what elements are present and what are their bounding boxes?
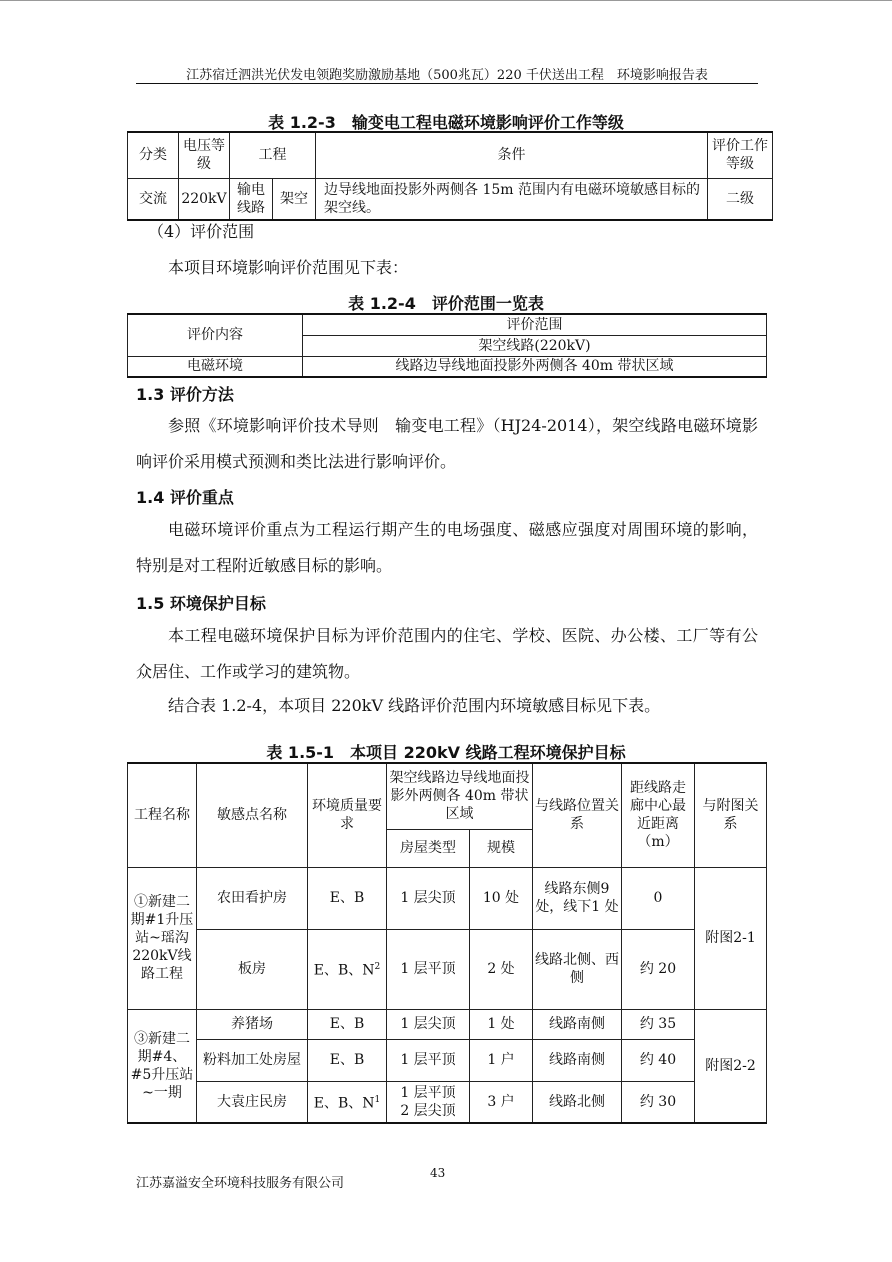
section-1-5-text1: 本工程电磁环境保护目标为评价范围内的住宅、学校、医院、办公楼、工厂等有公众居住、工作或学习的建筑物。 (136, 626, 758, 681)
th-scope: 架空线路边导线地面投影外两侧各 40m 带状区域 (387, 763, 533, 829)
table-row (128, 1009, 767, 1039)
table-row (128, 1081, 767, 1123)
cell-project-group-1: ①新建二期#1升压站~瑶沟220kV线路工程 (128, 867, 197, 1009)
cell-quality (308, 1081, 387, 1123)
quality-text: E、B、N (313, 962, 375, 979)
cell-position: 线路北侧 (533, 1081, 622, 1123)
cell-house-type: 1 层平顶 (387, 929, 470, 1009)
section-1-5-text2: 结合表 1.2-4，本项目 220kV 线路评价范围内环境敏感目标见下表。 (168, 696, 661, 715)
cell-house-type: 1 层尖顶 (387, 867, 470, 929)
house-type-line-2: 2 层尖顶 (400, 1102, 456, 1119)
th-grade: 评价工作等级 (708, 132, 773, 178)
cell-distance: 约 35 (622, 1009, 695, 1039)
th-project: 工程 (230, 132, 316, 178)
cell-figure-group-1: 附图2-1 (695, 867, 767, 1009)
cell-project-group-2: ③新建二期#4、#5升压站~一期 (128, 1009, 197, 1123)
th-eval-content: 评价内容 (128, 314, 303, 356)
page-header: 江苏宿迁泗洪光伏发电领跑奖励激励基地（500兆瓦）220 千伏送出工程 环境影响报告表 (186, 68, 708, 83)
cell-position: 线路南侧 (533, 1039, 622, 1081)
cell-quality (308, 929, 387, 1009)
section-1-5-title: 1.5 环境保护目标 (136, 594, 266, 613)
th-project-name: 工程名称 (128, 763, 197, 867)
cell-grade: 二级 (708, 178, 773, 220)
th-sensitive-point: 敏感点名称 (197, 763, 308, 867)
cell-house-type: 1 层尖顶 (387, 1009, 470, 1039)
cell-point: 养猪场 (197, 1009, 308, 1039)
cell-point: 板房 (197, 929, 308, 1009)
cell-quality (308, 867, 387, 929)
cell-sub-type: 架空 (273, 178, 316, 220)
header-rule (136, 83, 758, 84)
cell-point: 粉料加工处房屋 (197, 1039, 308, 1081)
cell-figure-group-2: 附图2-2 (695, 1009, 767, 1123)
cell-house-type (387, 1081, 470, 1123)
th-distance: 距线路走廊中心最近距离（m） (622, 763, 695, 867)
page-footer: 江苏嘉溢安全环境科技服务有限公司 (136, 1176, 345, 1191)
cell-house-type: 1 层平顶 (387, 1039, 470, 1081)
cell-category: 交流 (128, 178, 179, 220)
th-position: 与线路位置关系 (533, 763, 622, 867)
cell-em-environment: 电磁环境 (128, 356, 303, 377)
section-1-4-text: 电磁环境评价重点为工程运行期产生的电场强度、磁感应强度对周围环境的影响，特别是对工程附近敏感目标的影响。 (136, 520, 758, 575)
quality-text: E、B、N (313, 1095, 375, 1112)
cell-em-range: 线路边导线地面投影外两侧各 40m 带状区域 (303, 356, 767, 377)
table-row (128, 929, 767, 1009)
cell-distance: 约 30 (622, 1081, 695, 1123)
cell-scale: 1 户 (470, 1039, 533, 1081)
cell-scale: 2 处 (470, 929, 533, 1009)
house-type-line-1: 1 层平顶 (400, 1084, 456, 1101)
th-condition: 条件 (316, 132, 708, 178)
table-1-5-1-caption: 表 1.5-1 本项目 220kV 线路工程环境保护目标 (266, 743, 626, 762)
table-1-2-4-caption: 表 1.2-4 评价范围一览表 (348, 294, 544, 313)
table-1-2-3 (127, 131, 773, 221)
cell-position: 线路南侧 (533, 1009, 622, 1039)
cell-quality (308, 1009, 387, 1039)
cell-quality (308, 1039, 387, 1081)
cell-scale: 1 处 (470, 1009, 533, 1039)
section-1-3-text: 参照《环境影响评价技术导则 输变电工程》（HJ24-2014），架空线路电磁环境影响评价采用模式预测和类比法进行影响评价。 (136, 416, 758, 471)
quality-text: E、B (329, 1016, 365, 1032)
th-scale: 规模 (470, 829, 533, 867)
cell-scale: 10 处 (470, 867, 533, 929)
cell-voltage: 220kV (179, 178, 230, 220)
th-house-type: 房屋类型 (387, 829, 470, 867)
cell-distance: 约 40 (622, 1039, 695, 1081)
table-row (128, 1039, 767, 1081)
section-1-3-title: 1.3 评价方法 (136, 385, 234, 404)
cell-project-type: 输电线路 (230, 178, 273, 220)
quality-text: E、B (329, 1052, 365, 1068)
quality-superscript: 1 (374, 1094, 381, 1105)
section-1-4-title: 1.4 评价重点 (136, 488, 234, 507)
table-1-2-4 (127, 313, 767, 378)
page-number: 43 (430, 1166, 446, 1180)
cell-condition: 边导线地面投影外两侧各 15m 范围内有电磁环境敏感目标的架空线。 (316, 178, 708, 220)
table-row (128, 867, 767, 929)
cell-position: 线路北侧、西侧 (533, 929, 622, 1009)
cell-point: 大袁庄民房 (197, 1081, 308, 1123)
cell-position: 线路东侧9 处，线下1 处 (533, 867, 622, 929)
cell-point: 农田看护房 (197, 867, 308, 929)
th-voltage: 电压等级 (179, 132, 230, 178)
th-overhead-line: 架空线路(220kV) (303, 335, 767, 356)
th-category: 分类 (128, 132, 179, 178)
section-4-heading: （4）评价范围 (148, 222, 255, 241)
quality-superscript: 2 (374, 962, 381, 973)
quality-text: E、B (329, 890, 365, 906)
th-env-quality: 环境质量要求 (308, 763, 387, 867)
top-border (0, 0, 892, 1)
table-1-2-3-caption: 表 1.2-3 输变电工程电磁环境影响评价工作等级 (268, 113, 624, 132)
cell-distance: 约 20 (622, 929, 695, 1009)
table-1-5-1 (127, 762, 767, 1124)
scope-paragraph: 本项目环境影响评价范围见下表： (168, 258, 409, 277)
th-eval-range: 评价范围 (303, 314, 767, 335)
cell-distance: 0 (622, 867, 695, 929)
cell-scale: 3 户 (470, 1081, 533, 1123)
th-figure: 与附图关系 (695, 763, 767, 867)
